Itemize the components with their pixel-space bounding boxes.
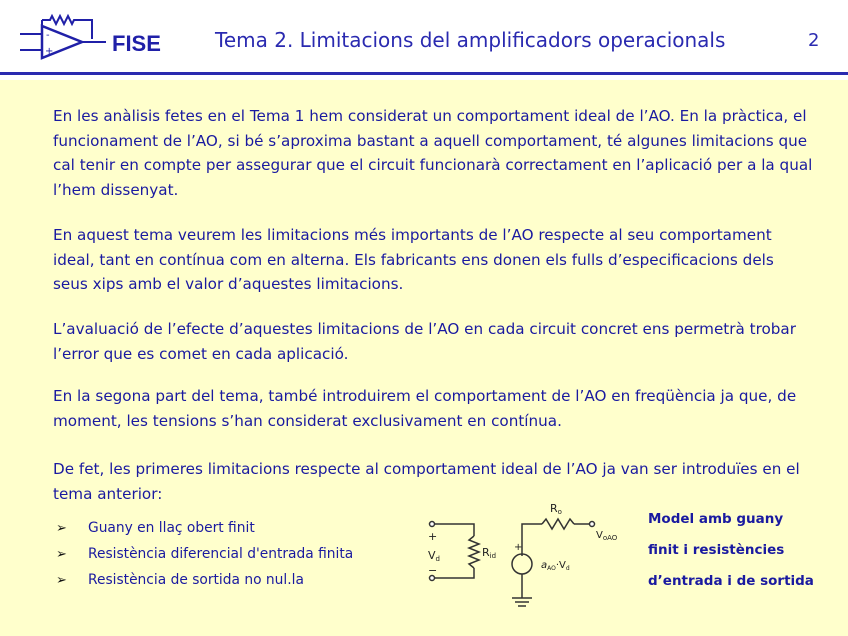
- caption-line-1: Model amb guany: [648, 511, 784, 527]
- voao-label: $V_{oAO}$: [596, 530, 618, 542]
- arrow-bullet-icon: ➢: [56, 520, 67, 536]
- header-divider: [0, 72, 848, 75]
- ro-label: Ro: [550, 502, 562, 516]
- paragraph-4: En la segona part del tema, també introduirem el comportament de l’AO en freqüència ja que, de moment, les tensions s’han considerat exclusivament en contínua.: [53, 387, 797, 430]
- page-number: 2: [808, 30, 820, 51]
- paragraph-2: En aquest tema veurem les limitacions més importants de l’AO respecte al seu comportament ideal, tant en contínua com en alterna. Els fabricants ens donen els fulls d’especificacions dels seus xips amb el valor d’aquestes limitacions.: [53, 226, 774, 293]
- input-minus-label: −: [428, 564, 438, 577]
- caption-line-3: d’entrada i de sortida: [648, 573, 814, 589]
- opamp-logo-icon: [14, 6, 110, 68]
- arrow-bullet-icon: ➢: [56, 546, 67, 562]
- vd-label: Vd: [428, 549, 440, 563]
- rid-label: Rid: [482, 546, 497, 560]
- arrow-bullet-icon: ➢: [56, 572, 67, 588]
- gain-label: $a_{AO}\cdot V_d$: [541, 560, 570, 572]
- slide-header: [0, 0, 848, 78]
- input-plus-label: +: [428, 530, 438, 543]
- svg-text:-: -: [46, 30, 50, 41]
- list-item-text: Guany en llaç obert finit: [88, 520, 255, 536]
- caption-line-2: finit i resistències: [648, 542, 785, 558]
- svg-text:+: +: [45, 46, 54, 57]
- paragraph-5: De fet, les primeres limitacions respecte al comportament ideal de l’AO ja van ser introduïes en el tema anterior:: [53, 460, 800, 503]
- list-item: [56, 567, 396, 593]
- list-item: [56, 541, 396, 567]
- paragraph-1: En les anàlisis fetes en el Tema 1 hem considerat un comportament ideal de l’AO. En la pràctica, el funcionament de l’AO, si bé s’aproxima bastant a aquell comportament, té algunes limitacions que cal tenir en compte per assegurar que el circuit funcionarà correctament en l’aplicació per a la qual l’hem dissenyat.: [53, 107, 813, 199]
- slide-title: Tema 2. Limitacions del amplificadors operacionals: [215, 28, 726, 52]
- source-plus-label: +: [514, 542, 523, 553]
- circuit-caption: [648, 504, 838, 597]
- limitations-list: [56, 515, 396, 593]
- paragraph-3: L’avaluació de l’efecte d’aquestes limitacions de l’AO en cada circuit concret ens permetrà trobar l’error que es comet en cada aplicació.: [53, 320, 796, 363]
- list-item-text: Resistència de sortida no nul.la: [88, 572, 304, 588]
- brand-name: FISE: [112, 31, 161, 56]
- list-item: [56, 515, 396, 541]
- opamp-model-circuit: [420, 498, 626, 616]
- list-item-text: Resistència diferencial d'entrada finita: [88, 546, 354, 562]
